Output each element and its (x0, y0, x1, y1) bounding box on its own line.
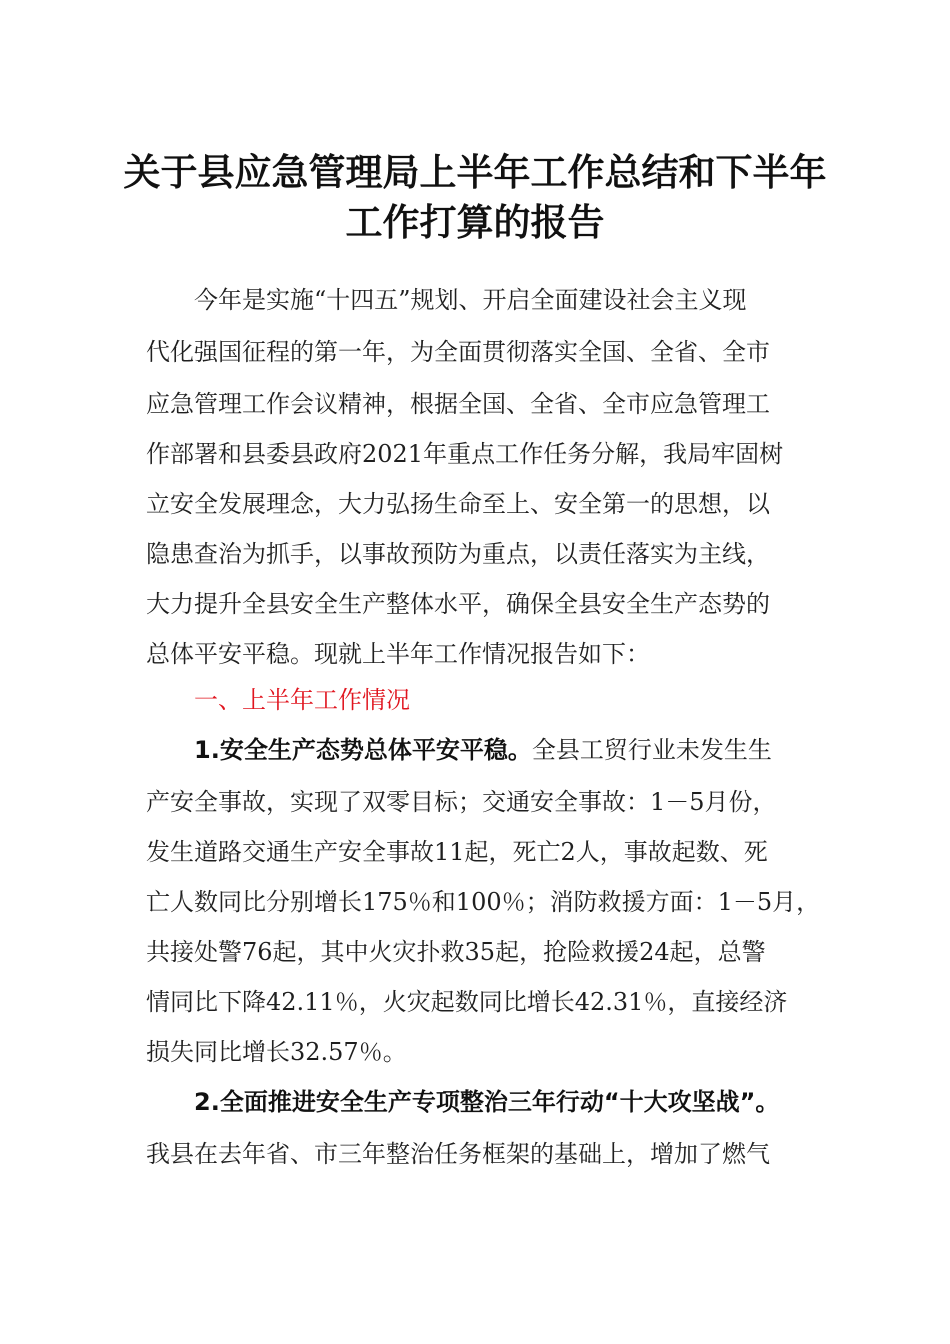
intro-paragraph-line: 立安全发展理念，大力弘扬生命至上、安全第一的思想，以 (146, 490, 770, 518)
item1-first-rest: 全县工贸行业未发生生 (531, 736, 772, 764)
intro-paragraph-line: 隐患查治为抓手，以事故预防为重点，以责任落实为主线， (146, 540, 770, 568)
item1-paragraph-line: 发生道路交通生产安全事故11起，死亡2人，事故起数、死 (146, 838, 768, 866)
item1-first-line (194, 734, 772, 766)
section-heading: 一、上半年工作情况 (194, 686, 410, 714)
intro-paragraph-line: 总体平安平稳。现就上半年工作情况报告如下： (146, 640, 650, 668)
document-title-line-2: 工作打算的报告 (345, 201, 605, 244)
intro-paragraph-line: 大力提升全县安全生产整体水平，确保全县安全生产态势的 (146, 590, 770, 618)
intro-paragraph-line: 今年是实施“十四五”规划、开启全面建设社会主义现 (194, 286, 747, 314)
item1-bold-lead: 1.安全生产态势总体平安平稳。 (194, 736, 532, 764)
item1-paragraph-line: 亡人数同比分别增长175％和100％；消防救援方面：1－5月， (146, 888, 821, 916)
item1-paragraph-line: 共接处警76起，其中火灾扑救35起，抢险救援24起，总警 (146, 938, 766, 966)
item2-bold-lead: 2.全面推进安全生产专项整治三年行动“十大攻坚战”。 (194, 1088, 780, 1116)
item1-paragraph-line: 损失同比增长32.57％。 (146, 1038, 407, 1066)
item2-paragraph-line: 我县在去年省、市三年整治任务框架的基础上，增加了燃气 (146, 1140, 770, 1168)
intro-paragraph-line: 作部署和县委县政府2021年重点工作任务分解，我局牢固树 (146, 440, 784, 468)
intro-paragraph-line: 应急管理工作会议精神，根据全国、全省、全市应急管理工 (146, 390, 770, 418)
document-title-line-1: 关于县应急管理局上半年工作总结和下半年 (123, 151, 827, 194)
item1-paragraph-line: 情同比下降42.11％，火灾起数同比增长42.31％，直接经济 (146, 988, 788, 1016)
intro-paragraph-line: 代化强国征程的第一年，为全面贯彻落实全国、全省、全市 (146, 338, 770, 366)
item1-paragraph-line: 产安全事故，实现了双零目标；交通安全事故：1－5月份， (146, 788, 777, 816)
